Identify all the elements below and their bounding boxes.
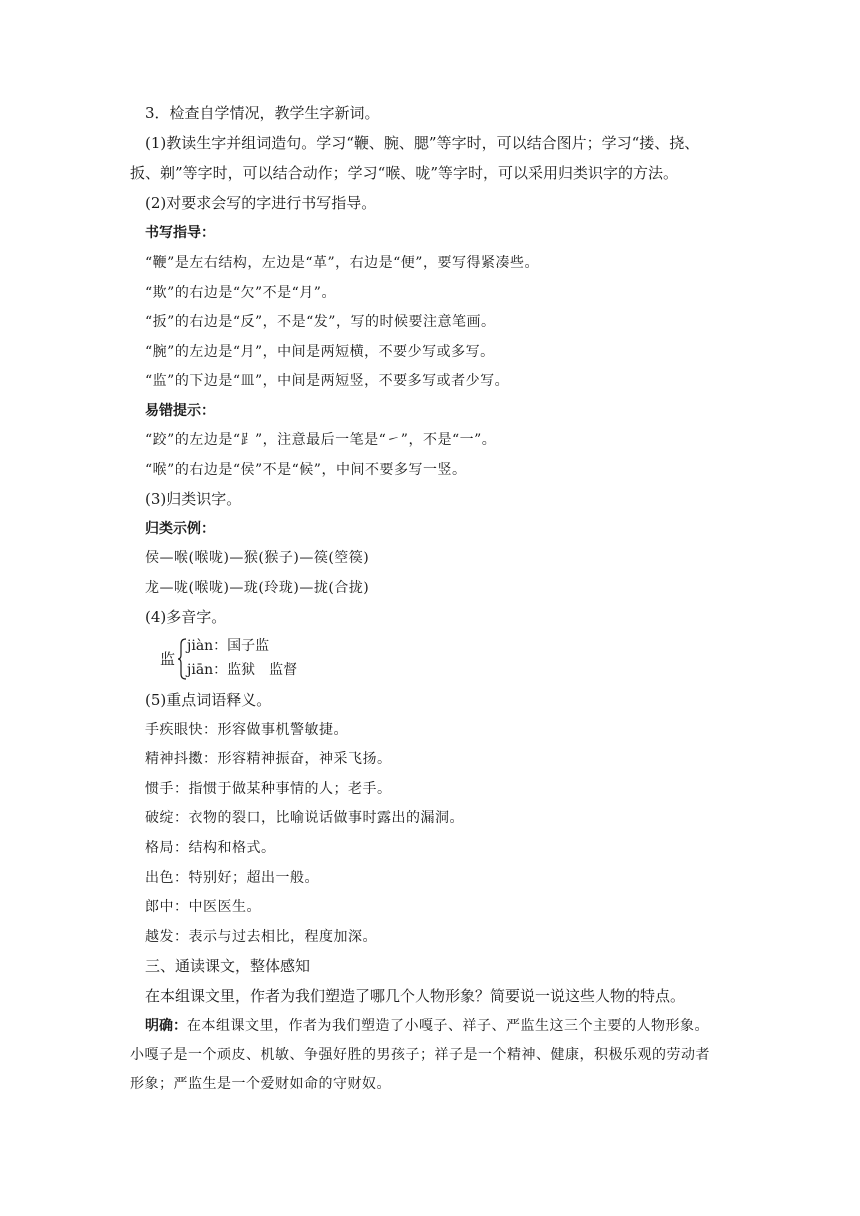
paragraph-line: (5)重点词语释义。 (145, 691, 272, 709)
subheading-error-tips: 易错提示： (145, 403, 215, 419)
subheading-examples: 归类示例： (145, 521, 215, 537)
example-line: 龙—咙(喉咙)—珑(玲珑)—拢(合拢) (145, 580, 370, 596)
answer-line (145, 1015, 709, 1036)
guide-line: “欺”的右边是“欠”不是“月”。 (145, 285, 336, 301)
paragraph-line: (4)多音字。 (145, 608, 227, 626)
paragraph-line: (1)教读生字并组词造句。学习“鞭、腕、腮”等字时，可以结合图片；学习“搂、挠、 (145, 134, 700, 152)
definition-line: 越发：表示与过去相比，程度加深。 (145, 929, 377, 945)
definition-line: 格局：结构和格式。 (145, 840, 276, 856)
definition-line: 郎中：中医医生。 (145, 899, 261, 915)
tip-line: “跤”的左边是“⻊”，注意最后一笔是“㇀”，不是“一”。 (145, 432, 497, 448)
definition-line: 精神抖擞：形容精神振奋，神采飞扬。 (145, 751, 392, 767)
polyphone-character: 监 (160, 650, 176, 668)
polyphone-reading: jiàn：国子监 (187, 638, 270, 654)
answer-line: 形象；严监生是一个爱财如命的守财奴。 (130, 1076, 391, 1092)
guide-line: “监”的下边是“皿”，中间是两短竖，不要多写或者少写。 (145, 373, 510, 389)
paragraph-line: (3)归类识字。 (145, 490, 242, 508)
paragraph-line: 扳、剃”等字时，可以结合动作；学习“喉、咙”等字时，可以采用归类识字的方法。 (130, 164, 679, 182)
polyphone-reading: jiān：监狱 监督 (187, 662, 298, 678)
brace-icon (177, 638, 187, 680)
tip-line: “喉”的右边是“侯”不是“候”，中间不要多写一竖。 (145, 462, 467, 478)
definition-line: 破绽：衣物的裂口，比喻说话做事时露出的漏洞。 (145, 810, 464, 826)
definition-line: 手疾眼快：形容做事机警敏捷。 (145, 722, 348, 738)
guide-line: “扳”的右边是“反”，不是“发”，写的时候要注意笔画。 (145, 314, 496, 330)
example-line: 侯—喉(喉咙)—猴(猴子)—篌(箜篌) (145, 550, 370, 566)
definition-line: 惯手：指惯于做某种事情的人；老手。 (145, 781, 392, 797)
subheading-writing-guide: 书写指导： (145, 225, 215, 241)
answer-text: 在本组课文里，作者为我们塑造了小嘎子、祥子、严监生这三个主要的人物形象。 (187, 1018, 709, 1034)
answer-label: 明确： (145, 1018, 187, 1034)
paragraph-line: 在本组课文里，作者为我们塑造了哪几个人物形象？简要说一说这些人物的特点。 (145, 987, 686, 1005)
definition-line: 出色：特别好；超出一般。 (145, 870, 319, 886)
section-step-3: 3．检查自学情况，教学生字新词。 (145, 104, 380, 122)
guide-line: “腕”的左边是“月”，中间是两短横，不要少写或多写。 (145, 344, 495, 360)
guide-line: “鞭”是左右结构，左边是“革”，右边是“便”，要写得紧凑些。 (145, 255, 539, 271)
section-heading: 三、通读课文，整体感知 (145, 957, 311, 975)
answer-line: 小嘎子是一个顽皮、机敏、争强好胜的男孩子；祥子是一个精神、健康，积极乐观的劳动者 (130, 1047, 710, 1063)
polyphone-block (160, 636, 320, 682)
paragraph-line: (2)对要求会写的字进行书写指导。 (145, 194, 377, 212)
